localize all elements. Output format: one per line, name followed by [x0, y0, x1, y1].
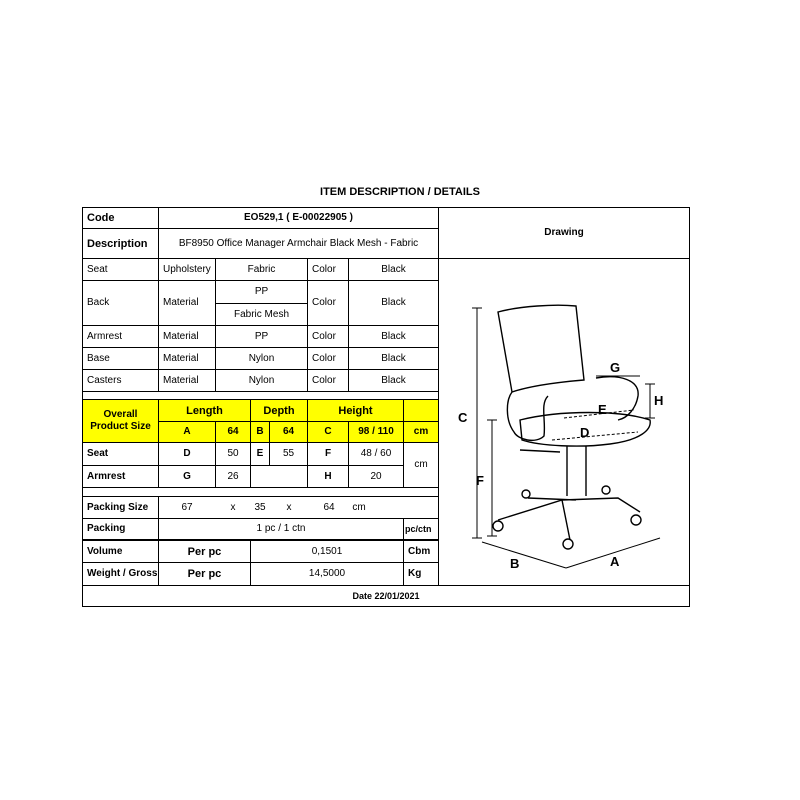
armrest-dims-blank: [250, 465, 308, 488]
armrest-part: Armrest: [82, 325, 159, 348]
dims-unit: cm: [403, 442, 439, 488]
dim-a-letter: A: [158, 421, 216, 443]
weight-value: 14,5000: [250, 562, 404, 586]
drawing-letter-c: C: [458, 410, 468, 425]
dim-h-letter: H: [307, 465, 349, 488]
seat-color-label: Color: [307, 258, 349, 281]
packing-size-height: 64: [323, 501, 335, 513]
dim-g-value: 26: [215, 465, 251, 488]
weight-label: Weight / Gross: [82, 562, 159, 586]
packing-size-width: 35: [254, 501, 266, 513]
overall-size-label: Overall Product Size: [82, 399, 159, 443]
packing-size-length: 67: [181, 501, 193, 513]
seat-dims-label: Seat: [82, 442, 159, 466]
dim-c-value: 98 / 110: [348, 421, 404, 443]
dim-e-value: 55: [269, 442, 308, 466]
dim-g-letter: G: [158, 465, 216, 488]
dim-f-value: 48 / 60: [348, 442, 404, 466]
weight-per: Per pc: [158, 562, 251, 586]
dim-a-value: 64: [215, 421, 251, 443]
casters-color: Black: [348, 369, 439, 392]
seat-value: Fabric: [215, 258, 308, 281]
drawing-header: Drawing: [438, 207, 690, 259]
depth-header: Depth: [250, 399, 308, 422]
dimension-lines: [472, 308, 660, 568]
code-value: EO529,1 ( E-00022905 ): [158, 207, 439, 229]
drawing-letter-h: H: [654, 393, 664, 408]
dim-d-letter: D: [158, 442, 216, 466]
chair-drawing: [438, 260, 690, 586]
volume-unit: Cbm: [403, 540, 439, 563]
chair-outline: [493, 305, 650, 549]
description-value: BF8950 Office Manager Armchair Black Mesh - Fabric: [158, 228, 439, 259]
volume-per: Per pc: [158, 540, 251, 563]
packing-label: Packing: [82, 518, 159, 540]
casters-value: Nylon: [215, 369, 308, 392]
armrest-color: Black: [348, 325, 439, 348]
drawing-letter-b: B: [510, 556, 520, 571]
packing-size-x1: x: [230, 501, 236, 513]
armrest-value: PP: [215, 325, 308, 348]
drawing-letter-f: F: [476, 473, 484, 488]
casters-part: Casters: [82, 369, 159, 392]
unit-header-blank: [403, 399, 439, 422]
back-part: Back: [82, 280, 159, 326]
back-value-mesh: Fabric Mesh: [215, 303, 308, 326]
base-color-label: Color: [307, 347, 349, 370]
document-title: ITEM DESCRIPTION / DETAILS: [320, 186, 480, 198]
base-color: Black: [348, 347, 439, 370]
back-color: Black: [348, 280, 439, 326]
dim-c-letter: C: [307, 421, 349, 443]
height-header: Height: [307, 399, 404, 422]
back-color-label: Color: [307, 280, 349, 326]
dim-h-value: 20: [348, 465, 404, 488]
dim-unit: cm: [403, 421, 439, 443]
weight-unit: Kg: [403, 562, 439, 586]
packing-size-label: Packing Size: [82, 496, 159, 519]
packing-value: 1 pc / 1 ctn: [158, 518, 404, 540]
drawing-letter-e: E: [598, 402, 607, 417]
base-value: Nylon: [215, 347, 308, 370]
dim-b-value: 64: [269, 421, 308, 443]
volume-label: Volume: [82, 540, 159, 563]
seat-color: Black: [348, 258, 439, 281]
armrest-dims-label: Armrest: [82, 465, 159, 488]
drawing-letter-g: G: [610, 360, 621, 375]
seat-part: Seat: [82, 258, 159, 281]
drawing-letter-d: D: [580, 425, 590, 440]
packing-size-x2: x: [286, 501, 292, 513]
base-attr: Material: [158, 347, 216, 370]
description-label: Description: [82, 228, 159, 259]
back-attr: Material: [158, 280, 216, 326]
base-part: Base: [82, 347, 159, 370]
code-label: Code: [82, 207, 159, 229]
seat-attr: Upholstery: [158, 258, 216, 281]
back-value-pp: PP: [215, 280, 308, 304]
packing-size-unit: cm: [352, 501, 366, 513]
dim-b-letter: B: [250, 421, 270, 443]
date-footer: Date 22/01/2021: [82, 585, 690, 607]
dim-f-letter: F: [307, 442, 349, 466]
volume-value: 0,1501: [250, 540, 404, 563]
armrest-color-label: Color: [307, 325, 349, 348]
dim-d-value: 50: [215, 442, 251, 466]
armrest-attr: Material: [158, 325, 216, 348]
dim-e-letter: E: [250, 442, 270, 466]
packing-unit: pc/ctn: [403, 518, 439, 540]
length-header: Length: [158, 399, 251, 422]
casters-attr: Material: [158, 369, 216, 392]
drawing-letter-a: A: [610, 554, 620, 569]
casters-color-label: Color: [307, 369, 349, 392]
